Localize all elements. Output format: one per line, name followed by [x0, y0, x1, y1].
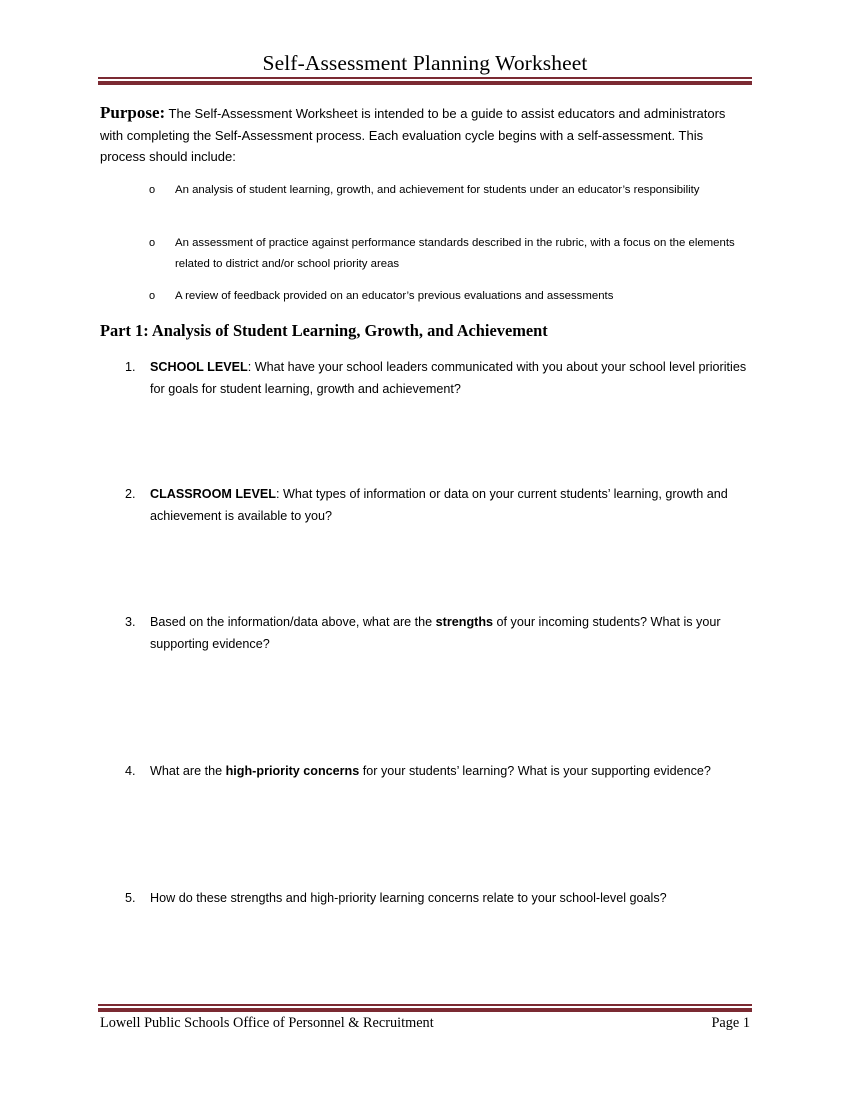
question-number: 4. — [125, 764, 136, 778]
circle-bullet-icon: o — [149, 290, 156, 302]
footer-organization: Lowell Public Schools Office of Personnel & Recruitment — [100, 1015, 434, 1031]
circle-bullet-icon: o — [149, 237, 156, 249]
question-emphasis: SCHOOL LEVEL — [150, 360, 248, 374]
answer-area-3[interactable] — [150, 660, 750, 730]
question-number: 3. — [125, 615, 136, 629]
bullet-text: A review of feedback provided on an educator’s previous evaluations and assessments — [175, 290, 614, 302]
purpose-paragraph — [100, 102, 750, 168]
question-number: 1. — [125, 360, 136, 374]
header-divider — [98, 77, 752, 85]
bullet-text: An assessment of practice against performance standards described in the rubric, with a focus on the elements related to district and/or school priority areas — [175, 237, 735, 270]
question-number: 2. — [125, 487, 136, 501]
question-text: What are the high-priority concerns for your students’ learning? What is your supporting evidence? — [150, 764, 711, 778]
part-1-heading: Part 1: Analysis of Student Learning, Growth, and Achievement — [100, 321, 548, 340]
question-emphasis: strengths — [435, 615, 494, 629]
answer-area-2[interactable] — [150, 532, 750, 602]
question-emphasis: high-priority concerns — [225, 764, 360, 778]
header-divider-thick — [98, 81, 752, 85]
question-emphasis: CLASSROOM LEVEL — [150, 487, 276, 501]
question-text: CLASSROOM LEVEL: What types of information or data on your current students’ learning, growth and achievement is available to you? — [150, 487, 728, 523]
answer-area-5[interactable] — [150, 915, 750, 985]
answer-area-1[interactable] — [150, 405, 750, 475]
page-number: Page 1 — [711, 1015, 750, 1031]
footer-divider — [98, 1004, 752, 1012]
answer-area-4[interactable] — [150, 810, 750, 880]
bullet-text: An analysis of student learning, growth, and achievement for students under an educator’s responsibility — [175, 184, 700, 196]
purpose-text: The Self-Assessment Worksheet is intended to be a guide to assist educators and administrators with completing the Self-Assessment process. Each evaluation cycle begins with a self-assessment. This process should include: — [100, 106, 726, 164]
page-title: Self-Assessment Planning Worksheet — [262, 51, 588, 75]
question-number: 5. — [125, 891, 136, 905]
question-text: SCHOOL LEVEL: What have your school leaders communicated with you about your school level priorities for goals for student learning, growth and achievement? — [150, 360, 747, 396]
question-text: Based on the information/data above, what are the strengths of your incoming students? What is your supporting evidence? — [150, 615, 721, 651]
footer-divider-thick — [98, 1008, 752, 1012]
question-text: How do these strengths and high-priority learning concerns relate to your school-level goals? — [150, 891, 667, 905]
circle-bullet-icon: o — [149, 184, 156, 196]
purpose-label: Purpose: — [100, 103, 166, 122]
